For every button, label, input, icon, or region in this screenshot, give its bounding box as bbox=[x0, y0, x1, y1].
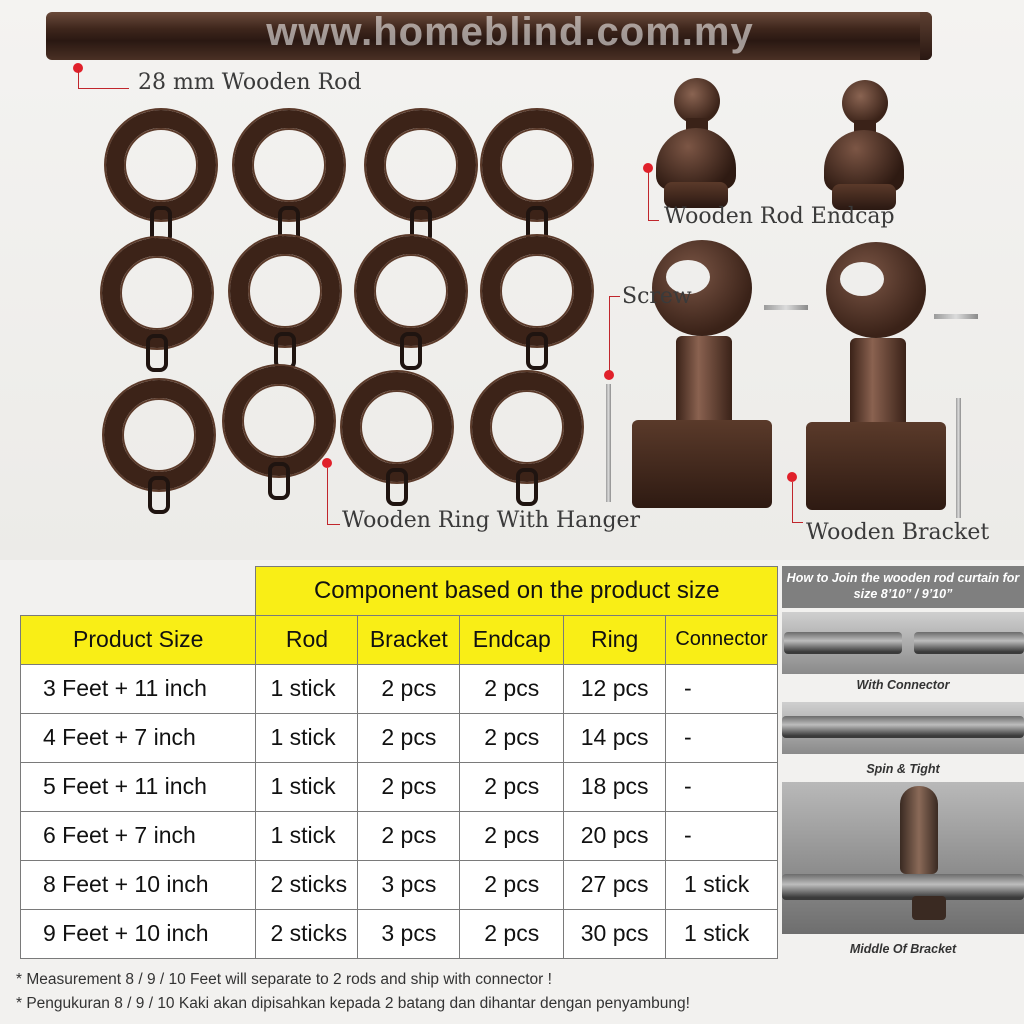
cell-ring: 12 pcs bbox=[564, 664, 666, 713]
joined-rod bbox=[782, 716, 1024, 738]
cell-endcap: 2 pcs bbox=[460, 762, 564, 811]
table-row bbox=[21, 860, 778, 909]
screw-1 bbox=[764, 305, 808, 310]
table-row bbox=[21, 762, 778, 811]
note-malay: * Pengukuran 8 / 9 / 10 Kaki akan dipisahkan kepada 2 batang dan dihantar dengan penyambung! bbox=[16, 995, 690, 1012]
bracket-1 bbox=[632, 240, 772, 510]
ring-5 bbox=[102, 238, 212, 378]
cell-size: 6 Feet + 7 inch bbox=[21, 811, 256, 860]
caption-spin-tight: Spin & Tight bbox=[866, 762, 940, 776]
screw-3 bbox=[606, 384, 611, 502]
cell-ring: 27 pcs bbox=[564, 860, 666, 909]
mounted-rod bbox=[782, 874, 1024, 900]
cell-size: 3 Feet + 11 inch bbox=[21, 664, 256, 713]
screw-4 bbox=[956, 398, 961, 518]
cell-endcap: 2 pcs bbox=[460, 811, 564, 860]
ring-10 bbox=[224, 366, 334, 506]
cell-rod: 1 stick bbox=[256, 811, 358, 860]
screw-marker bbox=[604, 370, 614, 380]
cell-ring: 14 pcs bbox=[564, 713, 666, 762]
ring-8 bbox=[482, 236, 592, 376]
ring-label: Wooden Ring With Hanger bbox=[342, 508, 641, 533]
cell-rod: 2 sticks bbox=[256, 909, 358, 958]
cell-size: 4 Feet + 7 inch bbox=[21, 713, 256, 762]
bracket-leader bbox=[792, 482, 803, 523]
endcap-leader bbox=[648, 172, 659, 221]
cell-bracket: 2 pcs bbox=[358, 762, 460, 811]
cell-endcap: 2 pcs bbox=[460, 909, 564, 958]
cell-endcap: 2 pcs bbox=[460, 713, 564, 762]
ring-4 bbox=[482, 110, 592, 250]
rod-label: 28 mm Wooden Rod bbox=[138, 70, 362, 95]
ring-7 bbox=[356, 236, 466, 376]
bracket-2 bbox=[806, 242, 946, 512]
cell-connector: 1 stick bbox=[666, 860, 778, 909]
cell-ring: 30 pcs bbox=[564, 909, 666, 958]
group-header: Component based on the product size bbox=[256, 567, 778, 616]
cell-bracket: 3 pcs bbox=[358, 909, 460, 958]
ring-9 bbox=[104, 380, 214, 520]
bracket-screw-block bbox=[912, 896, 946, 920]
ring-1 bbox=[106, 110, 216, 250]
cell-bracket: 3 pcs bbox=[358, 860, 460, 909]
cell-connector: - bbox=[666, 713, 778, 762]
col-ring: Ring bbox=[564, 615, 666, 664]
spin-photo bbox=[782, 702, 1024, 754]
notes bbox=[16, 968, 690, 1016]
rod-piece-left bbox=[784, 632, 902, 654]
screw-2 bbox=[934, 314, 978, 319]
bracket-stem bbox=[900, 786, 938, 874]
cell-connector: - bbox=[666, 664, 778, 713]
note-english: * Measurement 8 / 9 / 10 Feet will separate to 2 rods and ship with connector ! bbox=[16, 971, 552, 988]
howto-title: How to Join the wooden rod curtain for size 8’10” / 9’10” bbox=[782, 566, 1024, 608]
wooden-rod-end bbox=[920, 12, 932, 60]
cell-ring: 18 pcs bbox=[564, 762, 666, 811]
col-endcap: Endcap bbox=[460, 615, 564, 664]
cell-rod: 2 sticks bbox=[256, 860, 358, 909]
col-product-size: Product Size bbox=[21, 615, 256, 664]
cell-rod: 1 stick bbox=[256, 762, 358, 811]
cell-connector: 1 stick bbox=[666, 909, 778, 958]
cell-rod: 1 stick bbox=[256, 713, 358, 762]
rod-piece-right bbox=[914, 632, 1024, 654]
ring-12 bbox=[472, 372, 582, 512]
cell-bracket: 2 pcs bbox=[358, 811, 460, 860]
bracket-middle-photo bbox=[782, 782, 1024, 934]
col-bracket: Bracket bbox=[358, 615, 460, 664]
ring-11 bbox=[342, 372, 452, 512]
component-table bbox=[20, 566, 778, 959]
bracket-label: Wooden Bracket bbox=[806, 520, 990, 545]
endcap-1 bbox=[650, 78, 740, 208]
ring-2 bbox=[234, 110, 344, 250]
table-row bbox=[21, 713, 778, 762]
cell-connector: - bbox=[666, 762, 778, 811]
ring-leader bbox=[327, 468, 340, 525]
screw-leader bbox=[609, 296, 620, 371]
ring-marker bbox=[322, 458, 332, 468]
endcap-label: Wooden Rod Endcap bbox=[664, 204, 895, 229]
cell-connector: - bbox=[666, 811, 778, 860]
cell-endcap: 2 pcs bbox=[460, 664, 564, 713]
table-row bbox=[21, 909, 778, 958]
table-row bbox=[21, 811, 778, 860]
cell-rod: 1 stick bbox=[256, 664, 358, 713]
watermark: www.homeblind.com.my bbox=[266, 10, 754, 54]
col-connector: Connector bbox=[666, 615, 778, 664]
cell-ring: 20 pcs bbox=[564, 811, 666, 860]
caption-middle-bracket: Middle Of Bracket bbox=[849, 942, 957, 956]
cell-size: 8 Feet + 10 inch bbox=[21, 860, 256, 909]
cell-endcap: 2 pcs bbox=[460, 860, 564, 909]
caption-with-connector: With Connector bbox=[856, 678, 950, 692]
screw-label: Screw bbox=[622, 284, 692, 309]
ring-3 bbox=[366, 110, 476, 250]
endcap-2 bbox=[818, 80, 908, 210]
table-corner bbox=[21, 567, 256, 616]
cell-size: 9 Feet + 10 inch bbox=[21, 909, 256, 958]
cell-bracket: 2 pcs bbox=[358, 664, 460, 713]
cell-bracket: 2 pcs bbox=[358, 713, 460, 762]
cell-size: 5 Feet + 11 inch bbox=[21, 762, 256, 811]
table-row bbox=[21, 664, 778, 713]
ring-6 bbox=[230, 236, 340, 376]
bracket-marker bbox=[787, 472, 797, 482]
col-rod: Rod bbox=[256, 615, 358, 664]
rod-leader bbox=[78, 70, 129, 89]
connector-photo bbox=[782, 612, 1024, 674]
